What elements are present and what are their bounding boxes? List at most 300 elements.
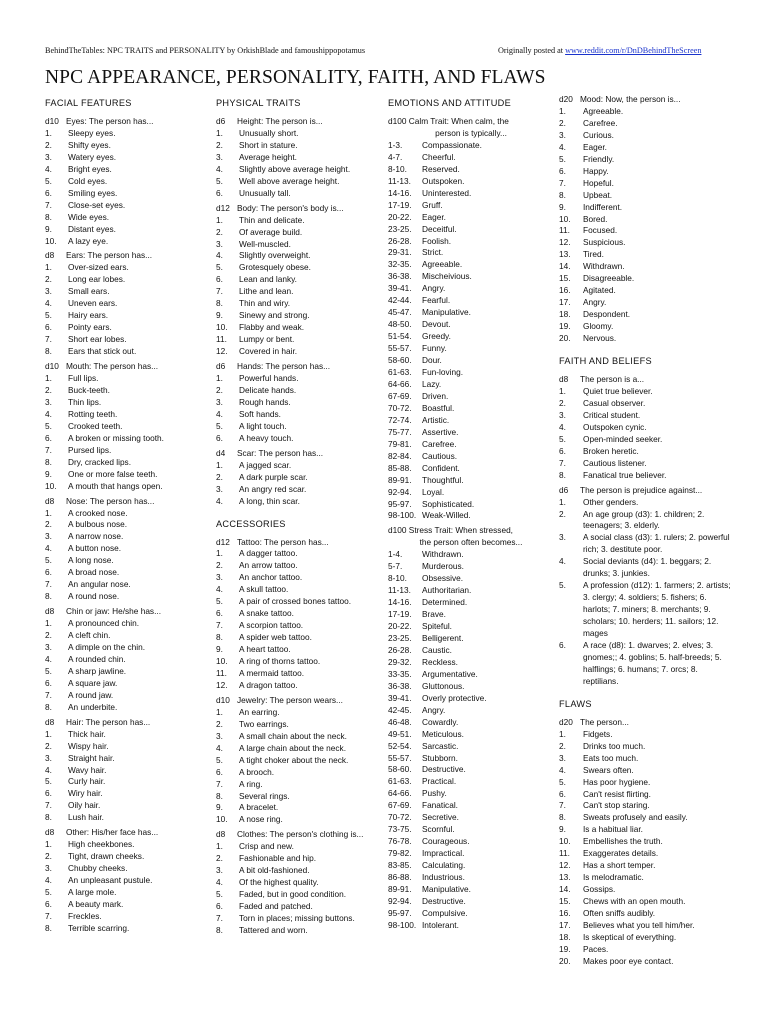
item-number: 6. [45,432,52,443]
item-text: Over-sized ears. [68,262,129,273]
item-number: 6. [559,165,566,176]
list-item [559,896,731,908]
item-text: Gluttonous. [422,680,465,691]
list-item [559,729,731,741]
item-number: 9. [559,824,566,835]
list-item [559,118,731,130]
list-item [216,901,384,913]
item-text: One or more false teeth. [68,468,158,479]
list-item [559,824,731,836]
list-item [216,779,384,791]
item-number: 2. [216,471,223,482]
list-item [45,262,210,274]
list-item [559,836,731,848]
item-text: Critical student. [583,409,641,420]
list-item [559,848,731,860]
roll-table [216,537,384,692]
item-number: 6. [45,677,52,688]
section-heading: FLAWS [559,698,592,709]
source-link[interactable]: www.reddit.com/r/DnDBehindTheScreen [565,46,702,55]
item-text: A bit old-fashioned. [239,865,310,876]
list-item [45,630,210,642]
item-text: Tired. [583,249,604,260]
item-text: Terrible scarring. [68,922,130,933]
item-text: Covered in hair. [239,346,298,357]
list-item [559,249,731,261]
item-number: 95-97. [388,907,412,918]
item-text: Deceitful. [422,223,457,234]
item-number: 1. [45,618,52,629]
item-text: A sharp jawline. [68,665,127,676]
item-text: Thin lips. [68,396,102,407]
list-item [216,767,384,779]
list-item [216,140,384,152]
list-item [559,932,731,944]
item-text: Authoritarian. [422,585,472,596]
item-text: Open-minded seeker. [583,433,663,444]
item-number: 1. [559,496,566,507]
item-number: 3. [216,238,223,249]
list-item [216,560,384,572]
list-item [45,642,210,654]
list-item [388,585,554,597]
item-number: 20-22. [388,621,412,632]
list-item [559,285,731,297]
list-item [559,386,731,398]
list-item [45,800,210,812]
list-item [559,446,731,458]
list-item [216,215,384,227]
die-label: d8 [559,374,569,385]
list-item [216,239,384,251]
list-item [559,202,731,214]
item-number: 58-60. [388,764,412,775]
item-text: A mouth that hangs open. [68,480,163,491]
list-item [45,346,210,358]
item-text: Pursed lips. [68,444,112,455]
list-item [45,445,210,457]
list-item [559,908,731,920]
item-number: 5. [216,754,223,765]
item-text: Lazy. [422,378,442,389]
item-text: Devout. [422,319,451,330]
item-number: 79-82. [388,848,412,859]
item-text: Friendly. [583,153,615,164]
list-item [388,812,554,824]
list-item [559,532,731,556]
die-label: d20 [559,94,573,104]
list-item [216,548,384,560]
item-text: Lean and lanky. [239,274,297,285]
list-item [559,458,731,470]
item-number: 9. [216,802,223,813]
item-number: 2. [45,139,52,150]
item-text: A rounded chin. [68,653,126,664]
list-item [559,237,731,249]
list-item [45,385,210,397]
item-text: Angry. [583,297,607,308]
list-item [216,632,384,644]
item-number: 3. [216,483,223,494]
list-item [559,640,731,688]
item-text: Casual observer. [583,397,646,408]
section-heading: FAITH AND BELIEFS [559,356,652,367]
item-text: Stubborn. [422,752,458,763]
roll-table [45,361,210,492]
table-prompt: Clothes: The person's clothing is... [237,829,364,840]
list-item [388,451,554,463]
item-text: Manipulative. [422,307,471,318]
list-item [388,176,554,188]
list-item [388,331,554,343]
item-text: A mermaid tattoo. [239,667,305,678]
item-text: Greedy. [422,331,451,342]
item-text: Angry. [422,704,446,715]
item-text: Brave. [422,609,446,620]
list-item [45,481,210,493]
list-item [388,549,554,561]
item-number: 5. [45,175,52,186]
item-number: 5. [216,175,223,186]
item-number: 4. [559,556,566,567]
item-number: 5. [559,580,566,591]
list-item [45,618,210,630]
die-label: d4 [216,447,226,458]
table-prompt: Eyes: The person has... [66,116,154,126]
list-item [559,166,731,178]
header-source-label: Originally posted at [498,46,566,55]
item-text: Unusually tall. [239,187,291,198]
item-text: Strict. [422,247,444,258]
item-text: A bulbous nose. [68,519,128,530]
roll-table [45,717,210,825]
item-text: Argumentative. [422,668,478,679]
page-title: NPC APPEARANCE, PERSONALITY, FAITH, AND FLAWS [45,67,546,88]
list-item [216,889,384,901]
item-number: 4. [216,250,223,261]
item-text: Embellishes the truth. [583,836,663,847]
item-number: 1. [216,127,223,138]
item-text: Fearful. [422,295,451,306]
list-item [216,250,384,262]
table-heading [559,485,731,497]
list-item [216,128,384,140]
item-number: 2. [216,226,223,237]
item-number: 1. [216,373,223,384]
item-number: 8. [216,632,223,643]
item-text: Bored. [583,213,608,224]
item-number: 1. [216,459,223,470]
die-label: d10 [45,116,59,126]
item-number: 42-45. [388,704,412,715]
item-number: 1. [45,373,52,384]
item-text: An age group (d3): 1. children; 2. teenagers; 3. elderly. [583,508,705,531]
item-number: 6. [559,788,566,799]
item-text: Gloomy. [583,321,614,332]
table-prompt-continued: the person often becomes... [419,537,523,548]
item-number: 3. [45,531,52,542]
die-label: d100 [388,525,407,536]
item-text: Cold eyes. [68,175,108,186]
item-text: Withdrawn. [583,261,625,272]
item-number: 1. [559,385,566,396]
item-text: Delicate hands. [239,384,297,395]
item-number: 89-91. [388,474,412,485]
list-item [216,719,384,731]
item-number: 16. [559,908,571,919]
item-number: 1. [559,728,566,739]
item-text: Dour. [422,355,442,366]
item-text: A beauty mark. [68,899,124,909]
item-number: 14-16. [388,187,412,198]
item-number: 5. [559,153,566,164]
list-item [216,274,384,286]
item-number: 3. [216,572,223,583]
section-heading: FACIAL FEATURES [45,98,132,108]
list-item [45,298,210,310]
item-number: 2. [216,139,223,150]
item-text: Slightly above average height. [239,163,351,174]
column-3 [388,94,554,935]
item-text: Smiling eyes. [68,187,118,198]
item-number: 3. [45,641,52,652]
item-number: 1. [45,839,52,850]
item-text: Impractical. [422,848,465,859]
item-text: Short in stature. [239,139,298,150]
item-number: 36-38. [388,680,412,691]
item-text: Intolerant. [422,919,459,930]
list-item [388,872,554,884]
list-item [559,214,731,226]
header-source [498,46,701,55]
list-item [216,791,384,803]
section-heading: ACCESSORIES [216,518,286,529]
item-text: A large mole. [68,887,117,898]
list-item [216,707,384,719]
item-text: Artistic. [422,414,450,425]
item-text: A snake tattoo. [239,608,294,619]
item-text: Broken heretic. [583,445,639,456]
table-heading-line [388,525,513,535]
item-number: 6. [216,432,223,443]
list-item [388,669,554,681]
list-item [45,678,210,690]
list-item [216,346,384,358]
table-prompt: Mouth: The person has... [66,361,159,372]
table-prompt: Body: The person's body is... [237,202,344,213]
item-text: A long nose. [68,555,114,566]
list-item [216,286,384,298]
item-number: 67-69. [388,800,412,811]
list-item [45,702,210,714]
item-text: Manipulative. [422,884,471,894]
die-label: d6 [216,361,226,372]
list-item [216,484,384,496]
item-number: 49-51. [388,728,412,739]
list-item [45,851,210,863]
item-text: Caustic. [422,644,452,655]
list-item [559,777,731,789]
list-item [216,656,384,668]
item-text: Crooked teeth. [68,420,123,431]
item-number: 8. [559,812,566,823]
list-item [559,410,731,422]
table-prompt: The person is prejudice against... [580,484,703,495]
item-text: Destructive. [422,764,466,775]
list-item [45,519,210,531]
list-item [559,333,731,345]
item-text: A heavy touch. [239,432,294,443]
item-number: 85-88. [388,462,412,473]
table-heading [216,829,384,841]
list-item [559,273,731,285]
column-2 [216,94,384,940]
list-item [559,225,731,237]
die-label: d8 [45,827,55,838]
item-text: High cheekbones. [68,839,135,850]
item-text: Thoughtful. [422,474,464,485]
item-text: Focused. [583,225,618,236]
item-number: 8. [45,922,52,933]
list-item [216,496,384,508]
item-text: Reckless. [422,656,458,667]
list-item [388,188,554,200]
list-item [559,789,731,801]
list-item [45,469,210,481]
item-number: 11-13. [388,585,411,596]
item-text: A light touch. [239,420,287,431]
item-number: 13. [559,872,571,883]
item-number: 3. [559,532,566,543]
item-number: 8. [216,925,223,935]
item-text: Happy. [583,165,609,176]
item-text: Well above average height. [239,175,340,186]
item-text: Compassionate. [422,139,482,150]
list-item [388,259,554,271]
list-item [388,657,554,669]
item-text: A crooked nose. [68,507,128,518]
list-item [388,896,554,908]
item-number: 7. [45,910,52,921]
item-text: A long, thin scar. [239,495,300,506]
list-item [216,731,384,743]
item-text: Unusually short. [239,127,299,138]
list-item [216,865,384,877]
list-item [559,297,731,309]
list-item [45,212,210,224]
list-item [559,154,731,166]
table-heading [45,717,210,729]
table-heading-line [388,116,509,126]
item-text: Thin and wiry. [239,298,291,309]
item-number: 95-97. [388,498,412,509]
list-item [559,956,731,968]
list-item [45,409,210,421]
item-number: 26-28. [388,644,412,655]
list-item [388,427,554,439]
item-text: Faded, but in good condition. [239,889,347,900]
roll-table [45,116,210,247]
item-number: 11. [216,667,227,678]
item-text: Drinks too much. [583,740,646,751]
item-text: Practical. [422,776,457,787]
item-text: Cowardly. [422,716,459,727]
item-number: 18. [559,309,571,320]
item-text: Wide eyes. [68,211,110,222]
item-number: 2. [559,508,566,519]
list-item [559,580,731,640]
list-item [45,765,210,777]
list-item [388,705,554,717]
item-number: 55-57. [388,343,412,354]
list-item [388,788,554,800]
list-item [559,106,731,118]
item-number: 76-78. [388,836,412,847]
item-text: Short ear lobes. [68,334,127,345]
item-text: Torn in places; missing buttons. [239,913,355,924]
item-number: 4. [559,141,566,152]
item-number: 70-72. [388,402,412,413]
list-item [559,884,731,896]
list-item [559,178,731,190]
list-item [216,310,384,322]
item-text: Upbeat. [583,189,613,200]
item-text: Uneven ears. [68,298,118,309]
item-number: 5. [216,889,223,900]
item-text: Meticulous. [422,728,464,739]
item-number: 7. [45,199,52,210]
item-number: 3. [559,129,566,140]
item-number: 2. [216,718,223,729]
item-number: 14. [559,261,571,272]
list-item [45,531,210,543]
item-number: 1. [45,262,52,273]
list-item [45,236,210,248]
item-text: Dry, cracked lips. [68,456,132,467]
item-text: Cautious. [422,450,458,461]
item-text: Curious. [583,129,614,140]
item-number: 73-75. [388,824,412,835]
item-number: 10. [559,213,571,224]
item-number: 6. [45,567,52,578]
item-text: A jagged scar. [239,459,292,470]
item-number: 39-41. [388,692,412,703]
list-item [216,397,384,409]
item-text: A button nose. [68,543,122,554]
item-text: Tight, drawn cheeks. [68,851,145,862]
list-item [559,741,731,753]
list-item [559,130,731,142]
item-number: 2. [216,560,223,571]
table-heading [45,116,210,128]
item-number: 64-66. [388,788,412,799]
item-text: Is a habitual liar. [583,824,643,835]
list-item [388,920,554,932]
table-heading [45,827,210,839]
item-number: 92-94. [388,895,412,906]
list-item [216,409,384,421]
item-number: 2. [559,117,566,128]
item-number: 5. [559,433,566,444]
item-text: Belligerent. [422,632,464,643]
list-item [559,470,731,482]
item-number: 39-41. [388,283,412,294]
list-item [559,800,731,812]
item-text: Freckles. [68,910,102,921]
item-number: 7. [45,444,52,455]
die-label: d8 [45,250,55,261]
item-text: Sleepy eyes. [68,127,116,138]
